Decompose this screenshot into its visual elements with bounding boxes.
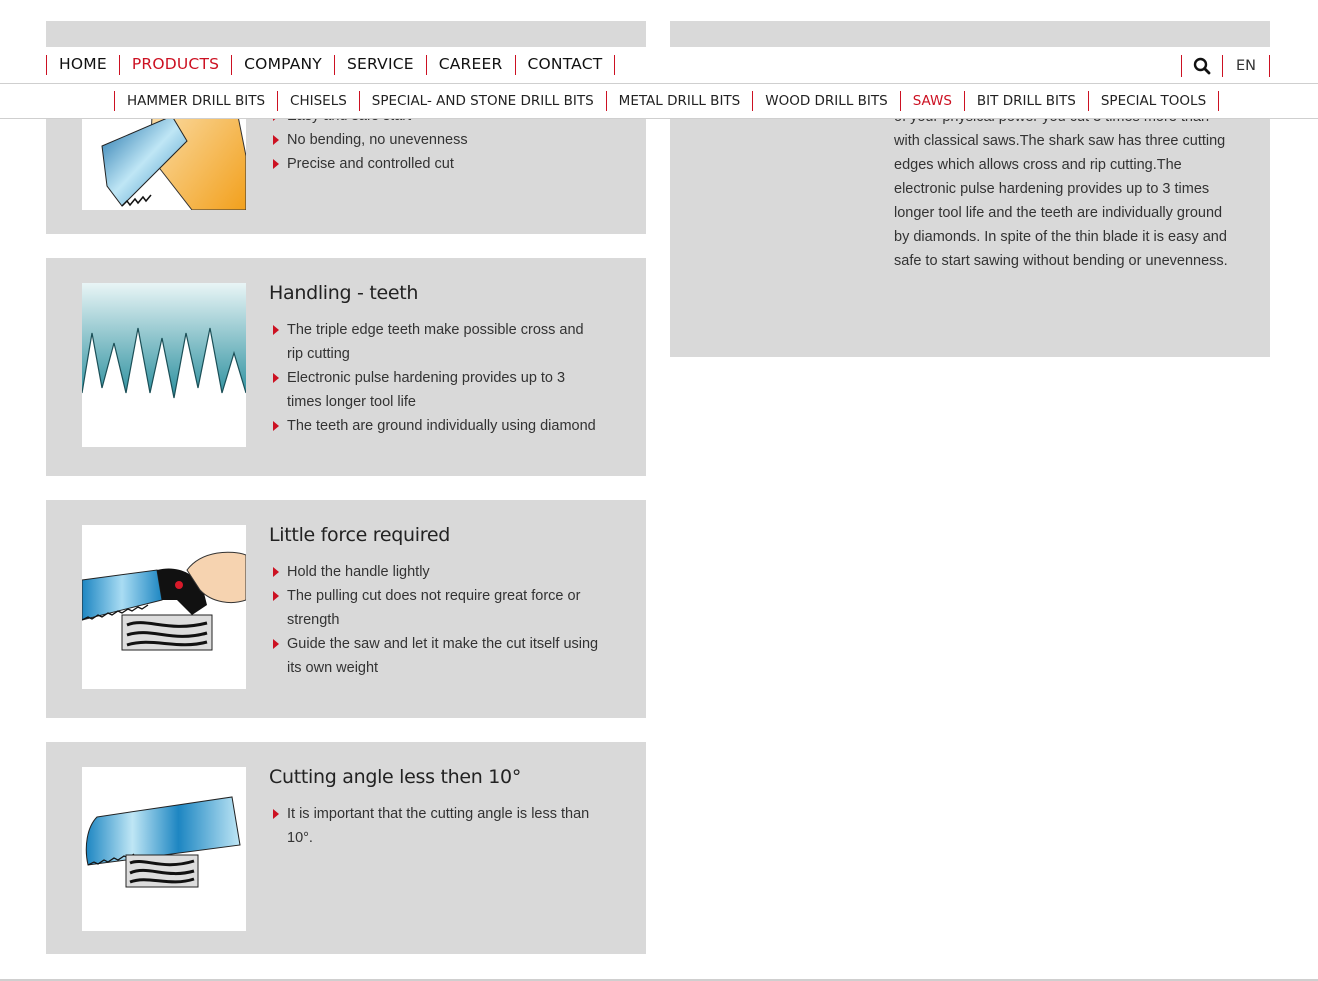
nav-home[interactable]: HOME xyxy=(46,55,119,75)
subnav-wood-drill-bits[interactable]: WOOD DRILL BITS xyxy=(752,91,899,111)
feature-card-teeth xyxy=(46,258,646,476)
feature-card-angle xyxy=(46,742,646,954)
nav-products[interactable]: PRODUCTS xyxy=(119,55,231,75)
card-title: Handling - teeth xyxy=(269,282,419,304)
saw-angle-image xyxy=(82,767,246,931)
feature-item: The pulling cut does not require great force or strength xyxy=(273,584,603,632)
card-title: Little force required xyxy=(269,524,450,546)
nav-divider xyxy=(614,55,615,75)
feature-list xyxy=(273,802,603,850)
product-description: with classical saws.The shark saw has three cutting edges which allows cross and rip cutting.The electronic pulse hardening provides up to 3 times longer tool life and the teeth are individually ground by diamonds. In spite of the thin blade it is easy and safe to start sawing without bending or unevenness. xyxy=(894,133,1228,269)
header-strip-left xyxy=(46,21,646,47)
feature-list xyxy=(273,560,603,680)
product-category-navigation xyxy=(0,84,1318,119)
feature-item: Guide the saw and let it make the cut itself using its own weight xyxy=(273,632,603,680)
feature-list xyxy=(273,318,603,438)
subnav-metal-drill-bits[interactable]: METAL DRILL BITS xyxy=(606,91,753,111)
nav-service[interactable]: SERVICE xyxy=(334,55,426,75)
feature-item: Hold the handle lightly xyxy=(273,560,603,584)
search-icon xyxy=(1193,57,1211,75)
feature-card-force xyxy=(46,500,646,718)
feature-item: No bending, no unevenness xyxy=(273,128,603,152)
header-strip-right xyxy=(670,21,1270,47)
feature-item: Electronic pulse hardening provides up to 3 times longer tool life xyxy=(273,366,603,414)
nav-company[interactable]: COMPANY xyxy=(231,55,334,75)
subnav-special-tools[interactable]: SPECIAL TOOLS xyxy=(1088,91,1218,111)
nav-divider xyxy=(1269,55,1270,77)
main-navigation xyxy=(0,47,1318,84)
card-title: Cutting angle less then 10° xyxy=(269,766,522,788)
feature-item: The teeth are ground individually using diamond xyxy=(273,414,603,438)
feature-item: It is important that the cutting angle is less than 10°. xyxy=(273,802,603,850)
feature-item: The triple edge teeth make possible cross and rip cutting xyxy=(273,318,603,366)
subnav-saws[interactable]: SAWS xyxy=(900,91,964,111)
nav-career[interactable]: CAREER xyxy=(426,55,515,75)
language-selector[interactable]: EN xyxy=(1235,58,1256,74)
subnav-bit-drill-bits[interactable]: BIT DRILL BITS xyxy=(964,91,1088,111)
subnav-chisels[interactable]: CHISELS xyxy=(277,91,359,111)
feature-item: Precise and controlled cut xyxy=(273,152,603,176)
subnav-hammer-drill-bits[interactable]: HAMMER DRILL BITS xyxy=(114,91,277,111)
saw-teeth-image xyxy=(82,283,246,447)
search-button[interactable] xyxy=(1182,55,1222,77)
subnav-special-stone-drill-bits[interactable]: SPECIAL- AND STONE DRILL BITS xyxy=(359,91,606,111)
nav-contact[interactable]: CONTACT xyxy=(515,55,615,75)
hand-holding-saw-image xyxy=(82,525,246,689)
nav-divider xyxy=(1218,91,1219,111)
